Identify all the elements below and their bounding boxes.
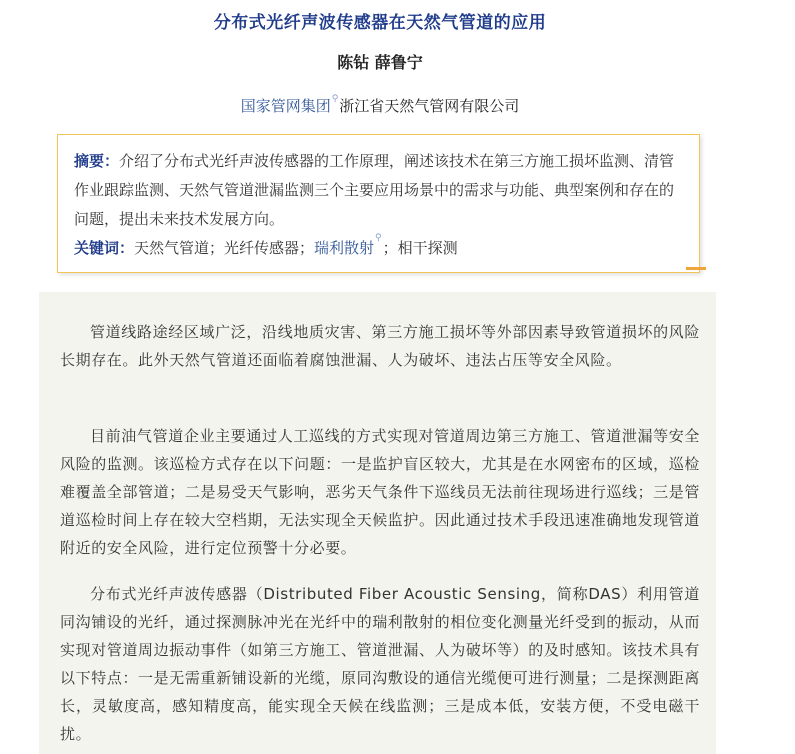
article-title: 分布式光纤声波传感器在天然气管道的应用 (213, 13, 547, 33)
body-paragraph-2: 目前油气管道企业主要通过人工巡线的方式实现对管道周边第三方施工、管道泄漏等安全风险的监测。该巡检方式存在以下问题：一是监护盲区较大，尤其是在水网密布的区域，巡检难覆盖全部管道；二是易受天气影响，恶劣天气条件下巡线员无法前往现场进行巡线；三是管道巡检时间上存在较大空档期，无法实现全天候监护。因此通过技术手段迅速准确地发现管道附近的安全风险，进行定位预警十分必要。 (60, 427, 700, 557)
body-paragraph-1: 管道线路途经区域广泛，沿线地质灾害、第三方施工损坏等外部因素导致管道损坏的风险长期存在。此外天然气管道还面临着腐蚀泄漏、人为破坏、违法占压等安全风险。 (60, 323, 700, 369)
affiliation-link[interactable]: 国家管网集团 (240, 97, 331, 115)
article-authors: 陈钻 薛鲁宁 (337, 53, 423, 72)
abstract-corner-accent (686, 267, 706, 270)
abstract-text: 介绍了分布式光纤声波传感器的工作原理，阐述该技术在第三方施工损坏监测、清管作业跟踪监测、天然气管道泄漏监测三个主要应用场景中的需求与功能、典型案例和存在的问题，提出未来技术发展方向。 (74, 152, 675, 228)
abstract-label: 摘要： (74, 152, 120, 170)
abstract-box (57, 134, 700, 273)
search-icon[interactable]: ⚲ (375, 233, 382, 243)
keywords-part-3: ；相干探测 (382, 239, 458, 257)
body-paragraph-3: 分布式光纤声波传感器（Distributed Fiber Acoustic Sensing，简称DAS）利用管道同沟铺设的光纤，通过探测脉冲光在光纤中的瑞利散射的相位变化测量光纤受到的振动，从而实现对管道周边振动事件（如第三方施工、管道泄漏、人为破坏等）的及时感知。该技术具有以下特点：一是无需重新铺设新的光缆，原同沟敷设的通信光缆便可进行测量；二是探测距离长，灵敏度高，感知精度高，能实现全天候在线监测；三是成本低，安装方便，不受电磁干扰。 (60, 585, 700, 743)
keywords-line (74, 234, 685, 263)
keyword-link[interactable]: 瑞利散射 (314, 239, 375, 257)
keywords-part-1: 天然气管道；光纤传感器； (134, 239, 315, 257)
affiliation (0, 95, 760, 116)
keywords-label: 关键词： (74, 239, 135, 257)
affiliation-text: 浙江省天然气管网有限公司 (339, 97, 520, 115)
abstract-paragraph (74, 147, 685, 234)
search-icon[interactable]: ⚲ (331, 94, 339, 104)
